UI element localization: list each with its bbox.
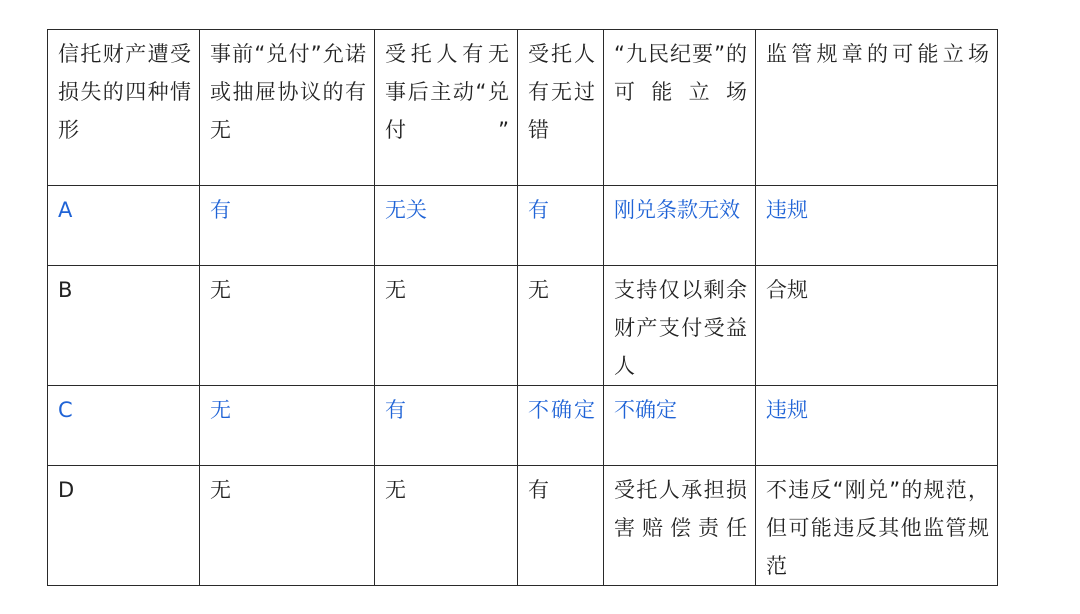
header-cell-loss-scenario: 信托财产遭受损失的四种情形 [48, 30, 200, 186]
table-cell: D [48, 466, 200, 586]
table-cell: 不确定 [604, 386, 756, 466]
comparison-table [47, 29, 998, 586]
table-cell: 有 [375, 386, 518, 466]
table-cell: 受托人承担损害赔偿责任 [604, 466, 756, 586]
table-cell: 无关 [375, 186, 518, 266]
header-cell-regulatory-position: 监管规章的可能立场 [756, 30, 998, 186]
table-cell: C [48, 386, 200, 466]
table-cell: 违规 [756, 186, 998, 266]
table-cell: 违规 [756, 386, 998, 466]
table-row-d [48, 466, 998, 586]
table-row-c [48, 386, 998, 466]
table-cell: 不违反“刚兑”的规范，但可能违反其他监管规范 [756, 466, 998, 586]
header-cell-jiumin-position: “九民纪要”的可能立场 [604, 30, 756, 186]
table-cell: 无 [375, 466, 518, 586]
table-cell: 有 [518, 186, 604, 266]
table-cell: 无 [375, 266, 518, 386]
table-cell: 支持仅以剩余财产支付受益人 [604, 266, 756, 386]
table-row-b [48, 266, 998, 386]
table-cell: 有 [200, 186, 375, 266]
table-cell: 不确定 [518, 386, 604, 466]
table-cell: 无 [200, 466, 375, 586]
table-cell: 无 [518, 266, 604, 386]
table-cell: 有 [518, 466, 604, 586]
header-cell-trustee-fault: 受托人有无过错 [518, 30, 604, 186]
table-cell: A [48, 186, 200, 266]
header-cell-post-payment: 受托人有无事后主动“兑付” [375, 30, 518, 186]
header-cell-prior-promise: 事前“兑付”允诺或抽屉协议的有无 [200, 30, 375, 186]
table-row-a [48, 186, 998, 266]
table-cell: 无 [200, 266, 375, 386]
table-cell: 无 [200, 386, 375, 466]
table-cell: 合规 [756, 266, 998, 386]
header-row [48, 30, 998, 186]
table-cell: B [48, 266, 200, 386]
table-cell: 刚兑条款无效 [604, 186, 756, 266]
